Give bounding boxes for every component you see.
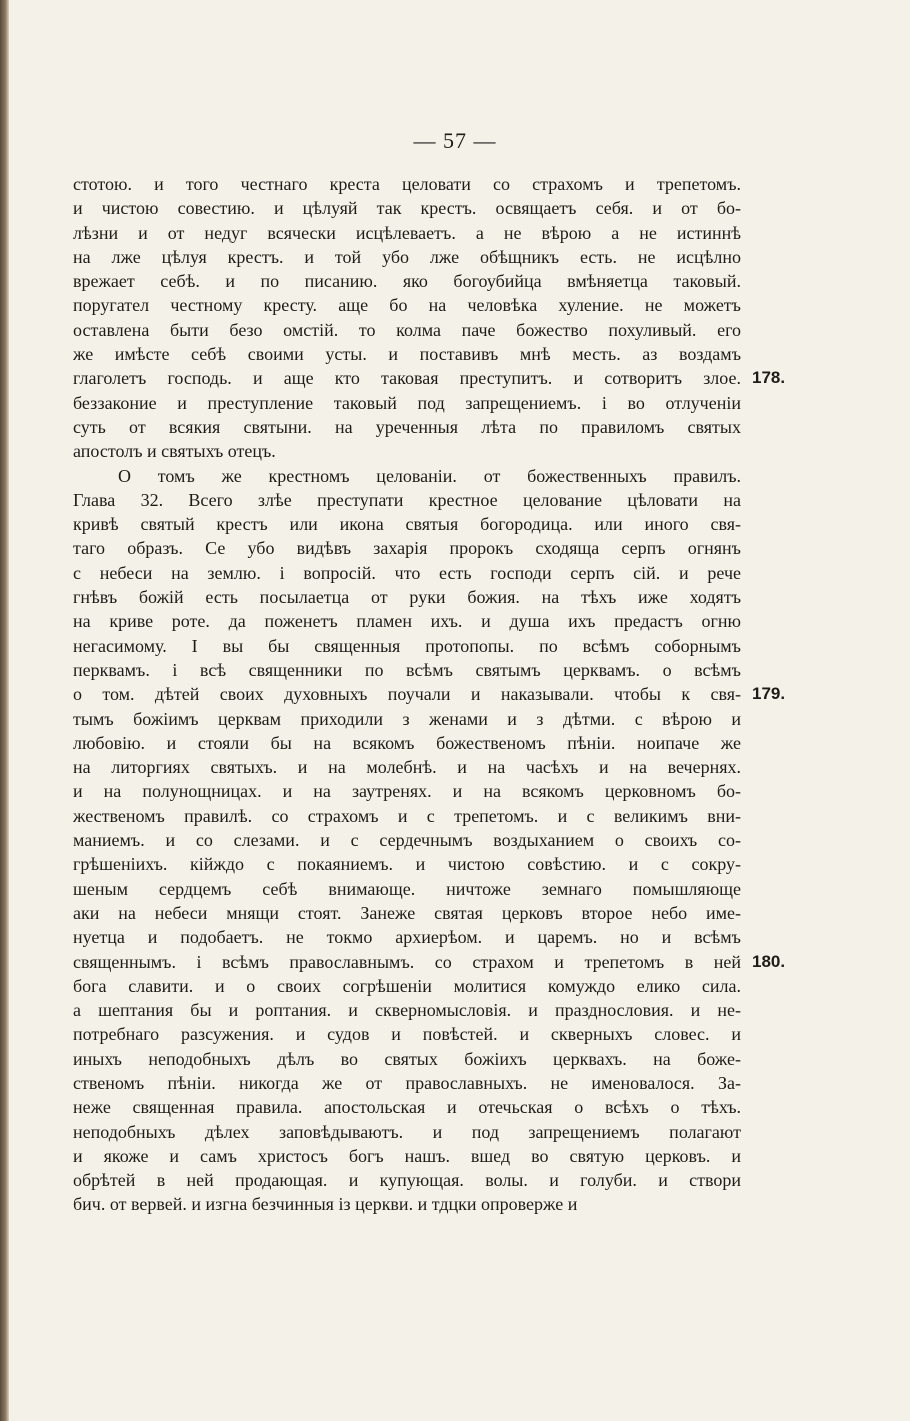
text-line: священнымъ. і всѣмъ православнымъ. со страхом и трепетомъ в ней bbox=[73, 951, 741, 972]
text-line: на лже цѣлуя крестъ. и той убо лже обѣщникъ есть. не исцѣлно bbox=[73, 246, 741, 267]
text-line: неподобныхъ дѣлех заповѣдываютъ. и под запрещениемъ полагают bbox=[73, 1121, 741, 1142]
text-line: оставлена быти безо омстій. то колма паче божество похуливый. его bbox=[73, 319, 741, 340]
text-line: аки на небеси мнящи стоят. Занеже святая церковъ второе небо име- bbox=[73, 902, 741, 923]
text-line: и чистою совестию. и цѣлуяй так крестъ. освящаетъ себя. и от бо- bbox=[73, 198, 741, 219]
text-line: а шептания бы и роптания. и скверномысловія. и празднословия. и не- bbox=[73, 1000, 741, 1021]
text-line: кривѣ святый крестъ или икона святыя богородица. или иного свя- bbox=[73, 514, 741, 535]
text-line: негасимому. І вы бы священныя протопопы. по всѣмъ соборнымъ bbox=[73, 635, 741, 656]
text-line: бога славити. и о своих согрѣшеніи молитися комуждо елико сила. bbox=[73, 975, 741, 996]
text-line: маниемъ. и со слезами. и с сердечнымъ воздыханием о своихъ со- bbox=[73, 830, 741, 851]
text-line: с небеси на землю. і вопросій. что есть господи серпъ сій. и рече bbox=[73, 562, 741, 583]
text-line: глаголетъ господь. и аще кто таковая преступитъ. и сотворитъ злое. bbox=[73, 368, 741, 389]
text-line: жественомъ правилѣ. со страхомъ и с трепетомъ. и с великимъ вни- bbox=[73, 805, 741, 826]
text-line: нуетца и подобаетъ. не токмо архиерѣом. и царемъ. но и всѣмъ bbox=[73, 927, 741, 948]
text-line: ственомъ пѣніи. никогда же от православныхъ. не именовалося. За- bbox=[73, 1072, 741, 1093]
text-line: же имѣсте себѣ своими усты. и поставивъ мнѣ месть. аз воздамъ bbox=[73, 344, 741, 365]
text-line: апостолъ и святыхъ отецъ. bbox=[73, 441, 276, 462]
margin-number: 179. bbox=[752, 684, 786, 704]
text-line: на литоргиях святыхъ. и на молебнѣ. и на часѣхъ и на вечернях. bbox=[73, 757, 741, 778]
page-edge bbox=[0, 0, 9, 1421]
margin-number: 180. bbox=[752, 951, 786, 971]
text-line: О томъ же крестномъ целованіи. от божественныхъ правилъ. bbox=[118, 465, 741, 486]
text-line: гнѣвъ божій есть посылаетца от руки божия. на тѣхъ иже ходятъ bbox=[73, 587, 741, 608]
text-line: таго образъ. Се убо видѣвъ захарія пророкъ сходяща серпъ огнянъ bbox=[73, 538, 741, 559]
text-line: обрѣтей в ней продающая. и купующая. волы. и голуби. и створи bbox=[73, 1170, 741, 1191]
text-line: поругател честному кресту. аще бо на человѣка хуление. не можетъ bbox=[73, 295, 741, 316]
text-block bbox=[73, 172, 741, 1217]
text-line: беззаконие и преступление таковый под запрещениемъ. і во отлученіи bbox=[73, 392, 741, 413]
text-line: тымъ божіимъ церквам приходили з женами и з дѣтми. с вѣрою и bbox=[73, 708, 741, 729]
text-line: грѣшеніихъ. кійждо с покаяниемъ. и чистою совѣстию. и с сокру- bbox=[73, 854, 741, 875]
page-number: — 57 — bbox=[413, 128, 497, 153]
text-line: лѣзни и от недуг всячески исцѣлеваетъ. а не вѣрою а не истиннѣ bbox=[73, 222, 741, 243]
text-line: стотою. и того честнаго креста целовати со страхомъ и трепетомъ. bbox=[73, 174, 741, 194]
text-line: шеным сердцемъ себѣ внимающе. ничтоже земнаго помышляюще bbox=[73, 878, 741, 899]
text-line: бич. от вервей. и изгна безчинныя із церкви. и тдцки опроверже и bbox=[73, 1194, 578, 1215]
text-line: перквамъ. і всѣ священники по всѣмъ святымъ церквамъ. о всѣмъ bbox=[73, 659, 741, 680]
text-line: о том. дѣтей своих духовныхъ поучали и наказывали. чтобы к свя- bbox=[73, 684, 741, 705]
text-line: Глава 32. Всего злѣе преступати крестное целование цѣловати на bbox=[73, 489, 741, 510]
text-line: врежает себѣ. и по писанию. яко богоубийца вмѣняетца таковый. bbox=[73, 271, 741, 292]
margin-number: 178. bbox=[752, 368, 786, 388]
text-line: любовію. и стояли бы на всякомъ божественомъ пѣніи. ноипаче же bbox=[73, 732, 741, 753]
text-line: неже священная правила. апостольская и отечьская о всѣхъ о тѣхъ. bbox=[73, 1097, 741, 1118]
text-line: и якоже и самъ христосъ богъ нашъ. вшед во святую церковъ. и bbox=[73, 1145, 741, 1166]
text-line: и на полунощницах. и на заутренях. и на всякомъ церковномъ бо- bbox=[73, 781, 741, 802]
text-line: иныхъ неподобныхъ дѣлъ во святых божіихъ церквахъ. на боже- bbox=[73, 1048, 741, 1069]
text-line: суть от всякия святыни. на уреченныя лѣта по правиломъ святых bbox=[73, 416, 741, 437]
text-line: на криве роте. да поженетъ пламен ихъ. и душа ихъ предастъ огню bbox=[73, 611, 741, 632]
text-line: потребнаго разсужения. и судов и повѣстей. и скверныхъ словес. и bbox=[73, 1024, 741, 1045]
